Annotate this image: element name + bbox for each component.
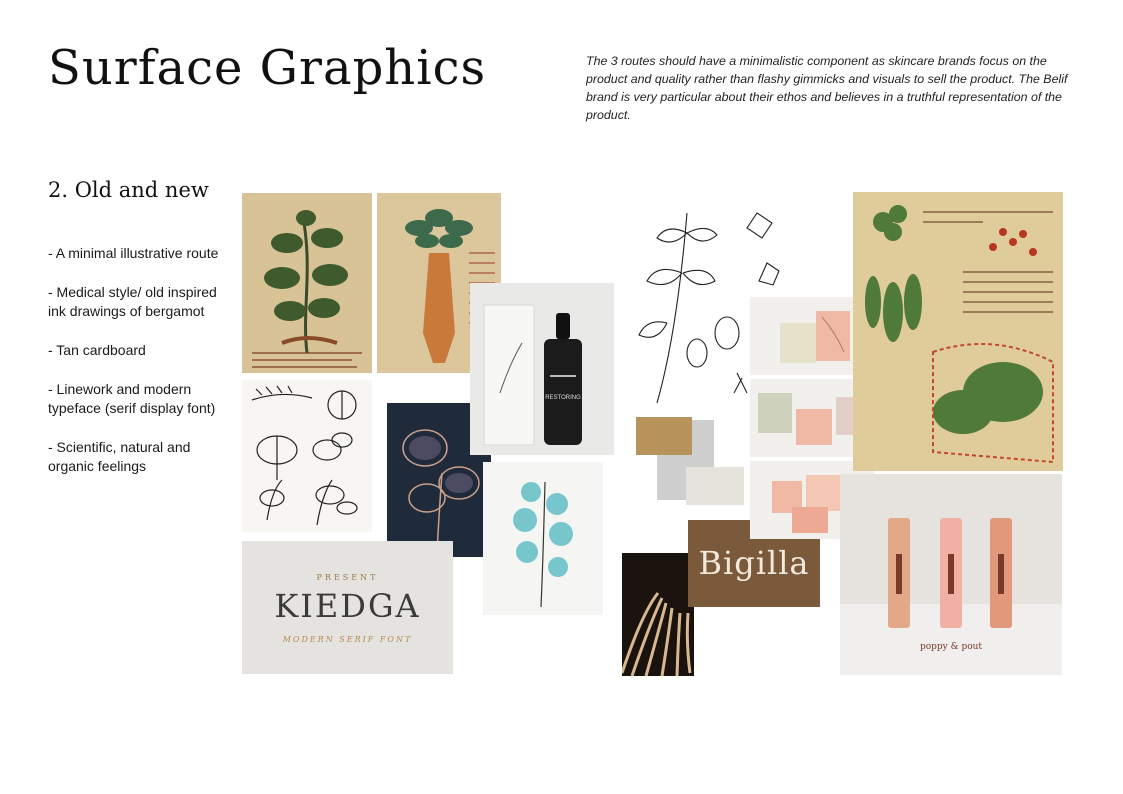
section-title: 2. Old and new [48,178,209,202]
lip-tube-label: poppy & pout [919,642,983,652]
font-specimen-name: KIEDGA [274,587,421,625]
paper-swatch [686,467,744,505]
font-specimen-image [242,541,453,674]
lip-tubes-photo [840,474,1062,675]
bullet-item: - A minimal illustrative route [48,245,219,261]
font-specimen-small: PRESENT [316,573,379,582]
page-title: Surface Graphics [48,40,487,96]
herb-sketches-image [242,380,372,532]
bottle-label: RESTORING [545,395,581,401]
botanical-manuscript-image [853,192,1063,471]
kraft-swatch [636,417,692,455]
eucalyptus-watercolor-image [483,462,603,615]
intro-text: The 3 routes should have a minimalistic component as skincare brands focus on the product and quality rather than flashy gimmicks and visuals to sell the product. The Belif brand is very particular about their ethos and believes in a truthful representation of the product. [586,54,1068,122]
bullet-list [48,244,238,496]
serum-bottle-photo [470,283,614,455]
bullet-item: - Tan cardboard [48,342,146,358]
bullet-item: - Scientific, natural and organic feelings [48,439,191,474]
logo-sample-text: Bigilla [698,544,810,582]
herbal-manuscript-image [242,193,372,373]
font-specimen-caption: MODERN SERIF FONT [282,635,413,644]
mushroom-gills-photo [622,553,694,676]
bullet-item: - Linework and modern typeface (serif display font) [48,381,216,416]
bullet-item: - Medical style/ old inspired ink drawings of bergamot [48,284,217,319]
